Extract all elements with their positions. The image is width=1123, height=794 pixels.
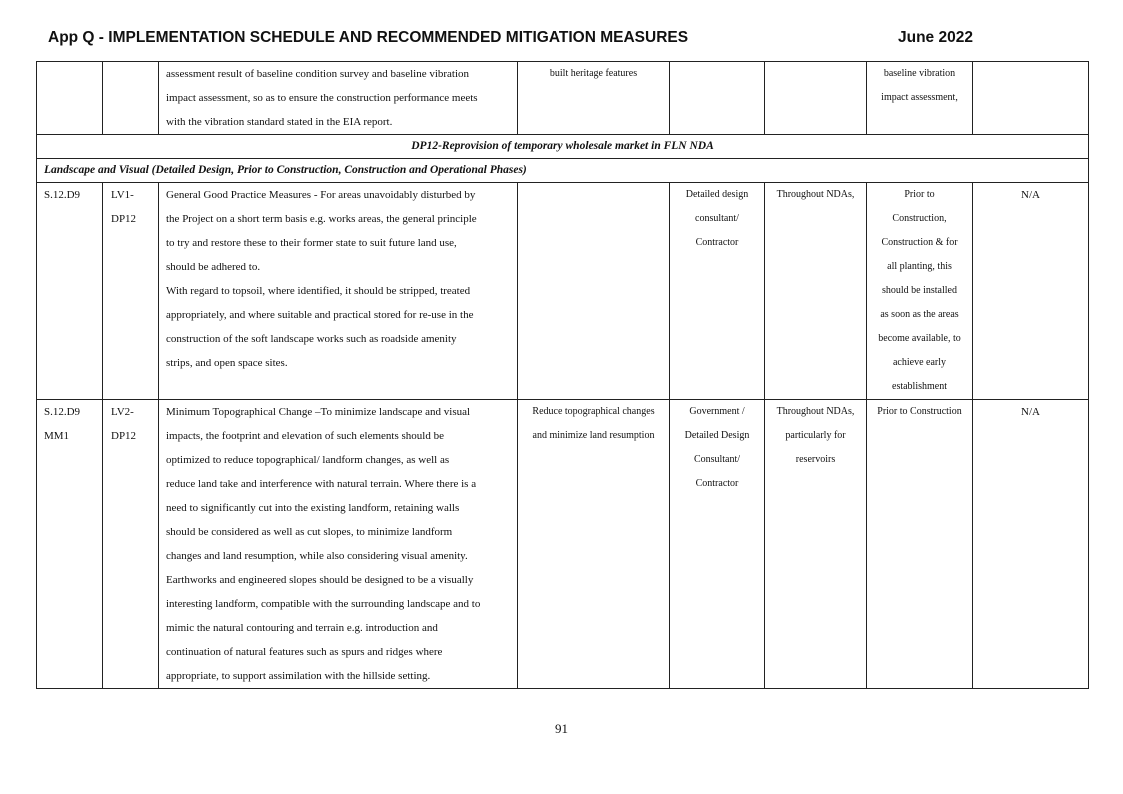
text-line: to try and restore these to their former state to suit future land use, xyxy=(166,237,457,249)
text-line: appropriate, to support assimilation with the hillside setting. xyxy=(166,670,431,682)
text-line: baseline vibration xyxy=(883,68,956,79)
text-line: establishment xyxy=(892,381,947,392)
cell-location xyxy=(765,400,867,689)
text-line: Throughout NDAs, xyxy=(776,406,855,417)
text-line: Construction, xyxy=(892,213,947,224)
cell-eia-ref xyxy=(37,62,103,135)
text-line: MM1 xyxy=(44,430,70,442)
cell-env-ref xyxy=(103,62,159,135)
cell-objectives xyxy=(518,183,670,400)
text-line: Consultant/ xyxy=(693,454,741,465)
text-line: impact assessment, xyxy=(881,92,958,103)
cell-agent xyxy=(670,400,765,689)
text-line: S.12.D9 xyxy=(44,406,81,418)
cell-objectives xyxy=(518,400,670,689)
cell-requirements xyxy=(973,62,1089,135)
text-line: appropriately, and where suitable and practical stored for re-use in the xyxy=(166,309,474,321)
text-line: continuation of natural features such as spurs and ridges where xyxy=(166,646,443,658)
page-date: June 2022 xyxy=(898,29,973,46)
text-line: interesting landform, compatible with the surrounding landscape and to xyxy=(166,598,481,610)
page-title: App Q - IMPLEMENTATION SCHEDULE AND RECOMMENDED MITIGATION MEASURES xyxy=(48,29,689,46)
text-line: LV2- xyxy=(111,406,134,418)
text-line: reduce land take and interference with natural terrain. Where there is a xyxy=(166,478,477,490)
text-line: need to significantly cut into the existing landform, retaining walls xyxy=(166,502,460,514)
text-line: LV1- xyxy=(111,189,134,201)
cell-measures xyxy=(159,183,518,400)
table-row-continuation xyxy=(37,62,1089,135)
text-line: S.12.D9 xyxy=(44,189,81,201)
text-line: Contractor xyxy=(695,237,739,248)
cell-measures xyxy=(159,62,518,135)
text-line: assessment result of baseline condition survey and baseline vibration xyxy=(166,68,470,80)
cell-requirements xyxy=(973,183,1089,400)
section-row xyxy=(37,159,1089,183)
text-line: construction of the soft landscape works such as roadside amenity xyxy=(166,333,457,345)
cell-agent xyxy=(670,62,765,135)
text-line: optimized to reduce topographical/ landform changes, as well as xyxy=(166,454,450,466)
text-line: With regard to topsoil, where identified, it should be stripped, treated xyxy=(166,285,471,297)
text-line: should be adhered to. xyxy=(166,261,261,273)
text-line: Reduce topographical changes xyxy=(532,406,655,417)
text-line: Prior to Construction xyxy=(877,406,962,417)
text-line: strips, and open space sites. xyxy=(166,357,288,369)
text-line: achieve early xyxy=(892,357,947,368)
table-row-lv2 xyxy=(37,400,1089,689)
page-number: 91 xyxy=(555,721,568,736)
cell-agent xyxy=(670,183,765,400)
text-line: become available, to xyxy=(878,333,961,344)
cell-eia-ref xyxy=(37,400,103,689)
text-line: Minimum Topographical Change –To minimize landscape and visual xyxy=(166,406,471,418)
text-line: Detailed design xyxy=(685,189,749,200)
text-line: mimic the natural contouring and terrain e.g. introduction and xyxy=(166,622,438,634)
text-line: reservoirs xyxy=(795,454,836,465)
text-line: N/A xyxy=(1021,406,1040,418)
cell-env-ref xyxy=(103,183,159,400)
text-line: Prior to xyxy=(904,189,935,200)
cell-objectives xyxy=(518,62,670,135)
text-line: Contractor xyxy=(695,478,739,489)
cell-timing xyxy=(867,62,973,135)
text-line: Construction & for xyxy=(881,237,958,248)
text-line: with the vibration standard stated in the EIA report. xyxy=(166,116,393,128)
cell-timing xyxy=(867,183,973,400)
text-line: Throughout NDAs, xyxy=(776,189,855,200)
text-line: Detailed Design xyxy=(684,430,750,441)
cell-env-ref xyxy=(103,400,159,689)
text-line: should be installed xyxy=(882,285,957,296)
text-line: as soon as the areas xyxy=(880,309,959,320)
text-line: changes and land resumption, while also considering visual amenity. xyxy=(166,550,468,562)
text-line: Government / xyxy=(689,406,745,417)
text-line: particularly for xyxy=(785,430,846,441)
cell-requirements xyxy=(973,400,1089,689)
table-row-lv1 xyxy=(37,183,1089,400)
cell-measures xyxy=(159,400,518,689)
text-line: built heritage features xyxy=(549,68,638,79)
text-line: all planting, this xyxy=(887,261,952,272)
section-heading-dp12: DP12-Reprovision of temporary wholesale market in FLN NDA xyxy=(37,135,1089,159)
text-line: N/A xyxy=(1021,189,1040,201)
mitigation-measures-table xyxy=(36,61,1089,689)
text-line: and minimize land resumption xyxy=(532,430,655,441)
text-line: the Project on a short term basis e.g. works areas, the general principle xyxy=(166,213,477,225)
text-line: DP12 xyxy=(111,213,137,225)
text-line: impacts, the footprint and elevation of such elements should be xyxy=(166,430,444,442)
section-heading-landscape: Landscape and Visual (Detailed Design, Prior to Construction, Construction and Operational Phases) xyxy=(37,159,1089,183)
text-line: General Good Practice Measures - For areas unavoidably disturbed by xyxy=(166,189,476,201)
text-line: Earthworks and engineered slopes should be designed to be a visually xyxy=(166,574,474,586)
cell-eia-ref xyxy=(37,183,103,400)
text-line: should be considered as well as cut slopes, to minimize landform xyxy=(166,526,453,538)
text-line: DP12 xyxy=(111,430,137,442)
text-line: impact assessment, so as to ensure the construction performance meets xyxy=(166,92,478,104)
cell-location xyxy=(765,62,867,135)
text-line: consultant/ xyxy=(695,213,739,224)
cell-location xyxy=(765,183,867,400)
cell-timing xyxy=(867,400,973,689)
section-row xyxy=(37,135,1089,159)
